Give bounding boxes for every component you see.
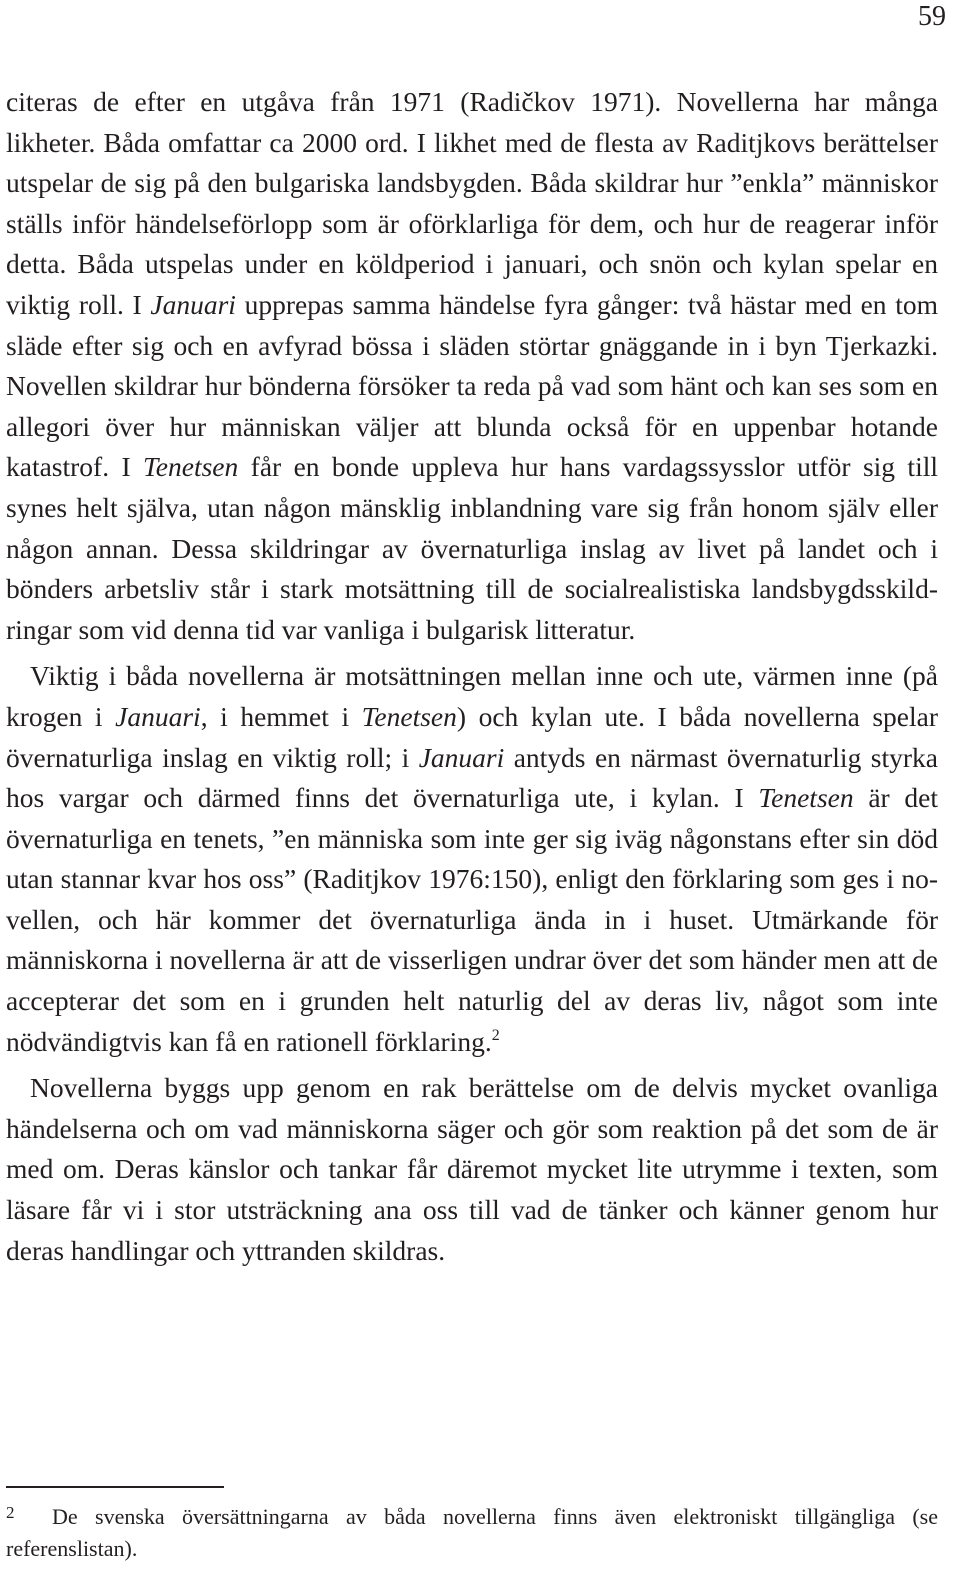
- footnote-number: 2: [6, 1503, 15, 1522]
- footnote: [6, 1497, 938, 1565]
- body-text: [6, 82, 938, 1271]
- paragraph-2-text-c: ) och kylan ute. I båda novellerna spelar övernaturliga inslag en viktig roll; i: [6, 700, 938, 773]
- paragraph-1-text-c: får en bonde uppleva hur hans vardagssysslor utför sig till synes helt själva, utan någon mänsklig inblandning vare sig från honom själv eller någon annan. Dessa skildringar av övernaturliga inslag av livet på landet och i bönders arbetsliv står i stark motsättning till de socialrealistiska landsbygdsskildringar som vid denna tid var vanliga i bulgarisk litteratur.: [6, 451, 938, 645]
- paragraph-2-text-b: , i hemmet i: [200, 700, 362, 732]
- paragraph-1: [6, 82, 938, 650]
- page-number: 59: [918, 1, 946, 32]
- title-tenetsen: Tenetsen: [361, 700, 457, 732]
- paragraph-2-text-d: antyds en närmast övernaturlig styrka hos vargar och därmed finns det övernaturliga ute, i kylan. I: [6, 741, 938, 814]
- paragraph-1-text-b: upprepas samma händelse fyra gånger: två hästar med en tom släde efter sig och en avfyrad bössa i släden störtar gnäggande in i byn Tjerkazki. Novellen skildrar hur bönderna försöker ta reda på vad som hänt och kan ses som en allegori över hur människan väljer att blunda också för en uppenbar hotande katastrof. I: [6, 288, 938, 483]
- title-januari: Januari: [418, 741, 505, 773]
- footnote-text: De svenska översättningarna av båda novellerna finns även elektroniskt tillgängliga (se referenslistan).: [6, 1504, 938, 1561]
- paragraph-3: Novellerna byggs upp genom en rak berättelse om de delvis mycket ovanliga händelserna och om vad människorna säger och gör som reaktion på det som de är med om. Deras känslor och tankar får däremot mycket lite utrymme i texten, som läsare får vi i stor utsträckning ana oss till vad de tänker och känner genom hur deras handlingar och yttranden skildras.: [6, 1072, 938, 1266]
- paragraph-2-text-e: är det övernaturliga en tenets, ”en människa som inte ger sig iväg någonstans efter sin död utan stannar kvar hos oss” (Raditjkov 1976:150), enligt den förklaring som ges i novellen, och här kommer det övernaturliga ända in i huset. Utmärkande för människorna i novellerna är att de visserligen undrar över det som händer men att de accepterar det som en i grunden helt naturlig del av deras liv, något som inte nödvändigtvis kan få en rationell förklaring.: [6, 782, 938, 1057]
- footnote-divider: [6, 1486, 224, 1488]
- paragraph-1-text-a: citeras de efter en utgåva från 1971 (Radičkov 1971). Novellerna har många likheter. Båda omfattar ca 2000 ord. I likhet med de flesta av Raditjkovs berättelser utspelar de sig på den bulgariska landsbygden. Båda skildrar hur ”enkla” människor ställs inför händelseförlopp som är oförklarliga för dem, och hur de reagerar inför detta. Båda utspelas under en köldperiod i januari, och snön och kylan spelar en viktig roll. I: [6, 86, 938, 320]
- footnote-reference[interactable]: 2: [491, 1026, 500, 1044]
- title-tenetsen: Tenetsen: [758, 782, 854, 814]
- title-januari: Januari: [115, 700, 201, 732]
- title-januari: Januari: [150, 288, 236, 320]
- paragraph-2-text-a: Viktig i båda novellerna är motsättningen mellan inne och ute, värmen inne (på krogen i: [6, 660, 938, 732]
- title-tenetsen: Tenetsen: [143, 451, 239, 483]
- paragraph-2: [6, 656, 938, 1062]
